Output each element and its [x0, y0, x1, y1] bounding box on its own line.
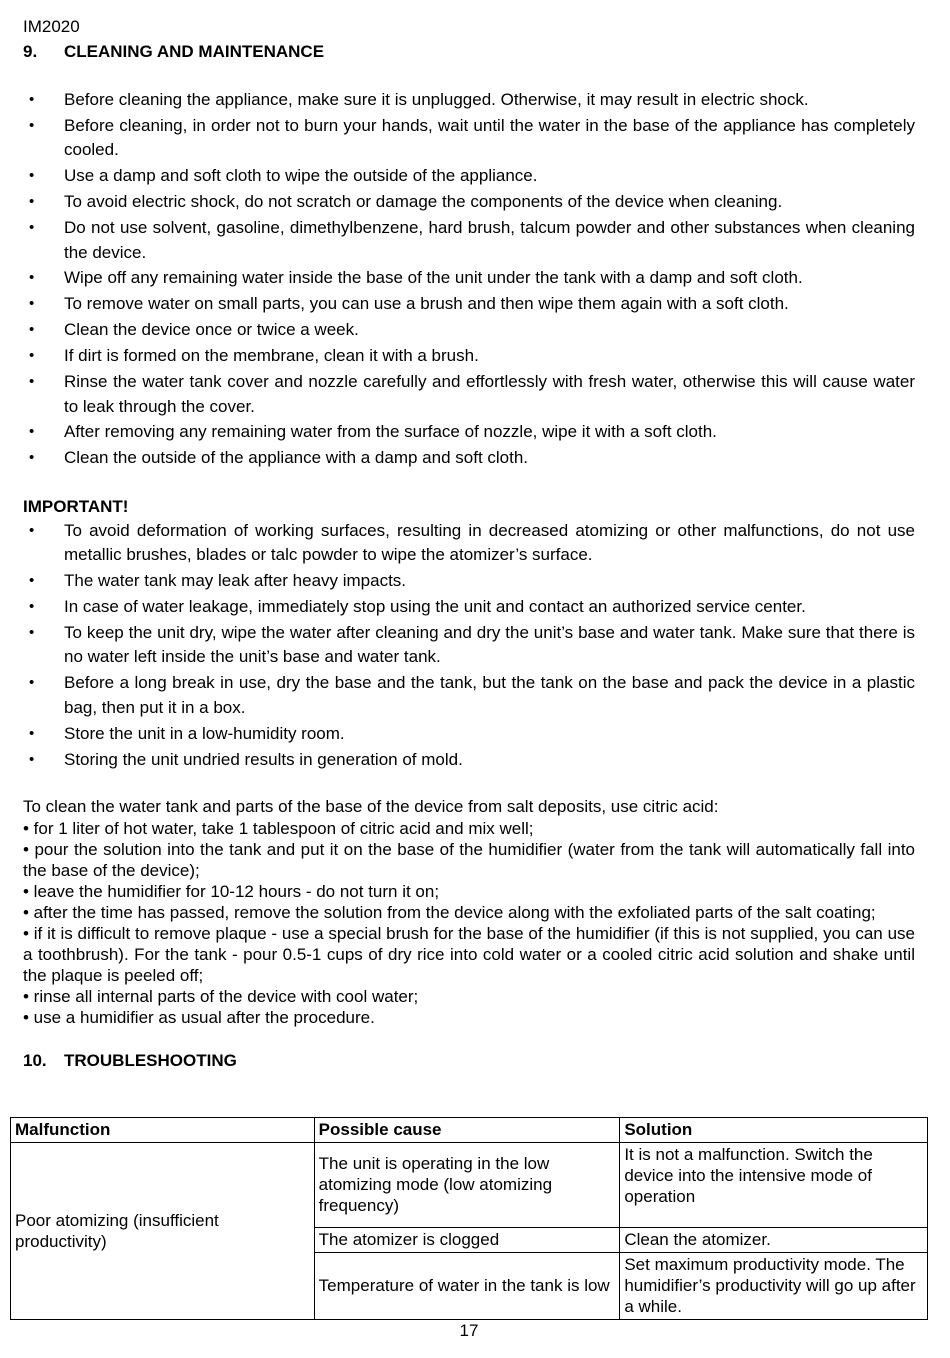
section-9-title: CLEANING AND MAINTENANCE: [64, 42, 325, 61]
list-item: • Do not use solvent, gasoline, dimethylbenzene, hard brush, talcum powder and other substances when cleaning the device.: [23, 216, 915, 265]
list-item: • Use a damp and soft cloth to wipe the outside of the appliance.: [23, 164, 915, 189]
header-possible-cause: Possible cause: [314, 1118, 620, 1143]
citric-step: • after the time has passed, remove the solution from the device along with the exfoliated parts of the salt coating;: [23, 903, 876, 923]
cause-cell: The unit is operating in the low atomizing mode (low atomizing frequency): [314, 1143, 620, 1228]
citric-acid-intro: To clean the water tank and parts of the base of the device from salt deposits, use citric acid:: [23, 797, 719, 817]
troubleshooting-table: [10, 1117, 928, 1320]
solution-cell: Set maximum productivity mode. The humidifier’s productivity will go up after a while.: [620, 1253, 928, 1320]
citric-step: • if it is difficult to remove plaque - use a special brush for the base of the humidifier (if this is not supplied, you can use a toothbrush). For the tank - pour 0.5-1 cups of dry rice into cold water or a cooled citric acid solution and shake until the plaque is peeled off;: [23, 924, 915, 986]
section-9-heading: [23, 40, 915, 64]
section-9-number: 9.: [23, 42, 38, 61]
cleaning-bullet-list: [23, 88, 915, 471]
list-item: • The water tank may leak after heavy impacts.: [23, 569, 915, 594]
list-item: • Store the unit in a low-humidity room.: [23, 722, 915, 747]
list-item: • If dirt is formed on the membrane, clean it with a brush.: [23, 344, 915, 369]
citric-step: • use a humidifier as usual after the procedure.: [23, 1008, 375, 1028]
citric-acid-steps: [23, 818, 915, 1028]
list-item: • Before cleaning, in order not to burn your hands, wait until the water in the base of the appliance has completely cooled.: [23, 114, 915, 163]
solution-cell: Clean the atomizer.: [620, 1228, 928, 1253]
list-item: • Rinse the water tank cover and nozzle carefully and effortlessly with fresh water, otherwise this will cause water to leak through the cover.: [23, 370, 915, 419]
solution-cell: It is not a malfunction. Switch the device into the intensive mode of operation: [620, 1143, 928, 1228]
citric-step: • pour the solution into the tank and put it on the base of the humidifier (water from the tank will automatically fall into the base of the device);: [23, 840, 915, 881]
important-bullet-list: [23, 519, 915, 772]
list-item: • Before cleaning the appliance, make sure it is unplugged. Otherwise, it may result in electric shock.: [23, 88, 915, 113]
section-10-heading: [23, 1049, 915, 1073]
important-heading: IMPORTANT!: [23, 496, 129, 516]
list-item: • Before a long break in use, dry the base and the tank, but the tank on the base and pack the device in a plastic bag, then put it in a box.: [23, 671, 915, 720]
table-row: [11, 1143, 928, 1228]
list-item: • To remove water on small parts, you can use a brush and then wipe them again with a soft cloth.: [23, 292, 915, 317]
section-10-title: TROUBLESHOOTING: [64, 1051, 237, 1071]
list-item: • Wipe off any remaining water inside the base of the unit under the tank with a damp and soft cloth.: [23, 266, 915, 291]
malfunction-cell: Poor atomizing (insufficient productivity): [11, 1143, 315, 1320]
citric-step: • leave the humidifier for 10-12 hours - do not turn it on;: [23, 882, 440, 902]
list-item: • In case of water leakage, immediately stop using the unit and contact an authorized service center.: [23, 595, 915, 620]
header-solution: Solution: [620, 1118, 928, 1143]
list-item: • Clean the outside of the appliance with a damp and soft cloth.: [23, 446, 915, 471]
cause-cell: The atomizer is clogged: [314, 1228, 620, 1253]
list-item: • To avoid electric shock, do not scratch or damage the components of the device when cleaning.: [23, 190, 915, 215]
model-number: IM2020: [23, 17, 80, 36]
table-header-row: [11, 1118, 928, 1143]
list-item: • Clean the device once or twice a week.: [23, 318, 915, 343]
citric-step: • for 1 liter of hot water, take 1 tablespoon of citric acid and mix well;: [23, 819, 534, 839]
list-item: • To avoid deformation of working surfaces, resulting in decreased atomizing or other malfunctions, do not use metallic brushes, blades or talc powder to wipe the atomizer’s surface.: [23, 519, 915, 568]
cause-cell: Temperature of water in the tank is low: [314, 1253, 620, 1320]
citric-step: • rinse all internal parts of the device with cool water;: [23, 987, 419, 1007]
document-page: [23, 14, 915, 1073]
section-10-number: 10.: [23, 1051, 47, 1071]
list-item: • Storing the unit undried results in generation of mold.: [23, 748, 915, 773]
header-malfunction: Malfunction: [11, 1118, 315, 1143]
list-item: • After removing any remaining water from the surface of nozzle, wipe it with a soft cloth.: [23, 420, 915, 445]
list-item: • To keep the unit dry, wipe the water after cleaning and dry the unit’s base and water tank. Make sure that there is no water left inside the unit’s base and water tank.: [23, 621, 915, 670]
page-number: 17: [459, 1321, 479, 1340]
